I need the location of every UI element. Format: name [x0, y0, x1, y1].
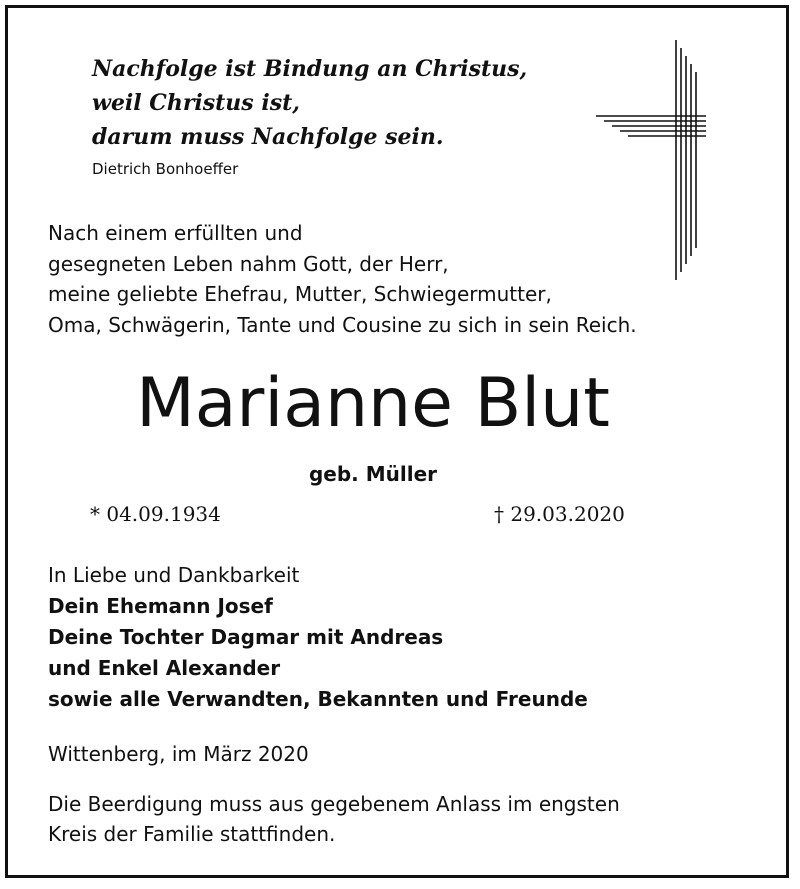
deceased-name: Marianne Blut [136, 364, 610, 443]
intro-line: Nach einem erfüllten und [48, 221, 303, 245]
mourners [48, 560, 588, 715]
death-date: † 29.03.2020 [494, 502, 625, 526]
obituary-notice [5, 5, 789, 878]
quote-line: Nachfolge ist Bindung an Christus, [92, 56, 528, 82]
mourner-line: Dein Ehemann Josef [48, 594, 273, 618]
birth-date: * 04.09.1934 [90, 502, 221, 526]
quote-line: darum muss Nachfolge sein. [92, 124, 444, 150]
quote-author: Dietrich Bonhoeffer [92, 160, 239, 178]
intro-line: meine geliebte Ehefrau, Mutter, Schwiegermutter, [48, 282, 552, 306]
funeral-line: Die Beerdigung muss aus gegebenem Anlass im engsten [48, 792, 620, 816]
mourners-intro: In Liebe und Dankbarkeit [48, 563, 300, 587]
funeral-note [48, 789, 620, 849]
mourner-line: Deine Tochter Dagmar mit Andreas [48, 625, 444, 649]
funeral-line: Kreis der Familie stattfinden. [48, 822, 336, 846]
maiden-name: geb. Müller [308, 462, 438, 486]
mourner-line: und Enkel Alexander [48, 656, 281, 680]
intro-text [48, 218, 637, 340]
intro-line: Oma, Schwägerin, Tante und Cousine zu sich in sein Reich. [48, 312, 637, 337]
mourner-line: sowie alle Verwandten, Bekannten und Freunde [48, 687, 588, 711]
bible-quote [92, 52, 527, 180]
quote-line: weil Christus ist, [92, 90, 300, 116]
intro-line: gesegneten Leben nahm Gott, der Herr, [48, 251, 449, 276]
place-date: Wittenberg, im März 2020 [48, 742, 309, 766]
